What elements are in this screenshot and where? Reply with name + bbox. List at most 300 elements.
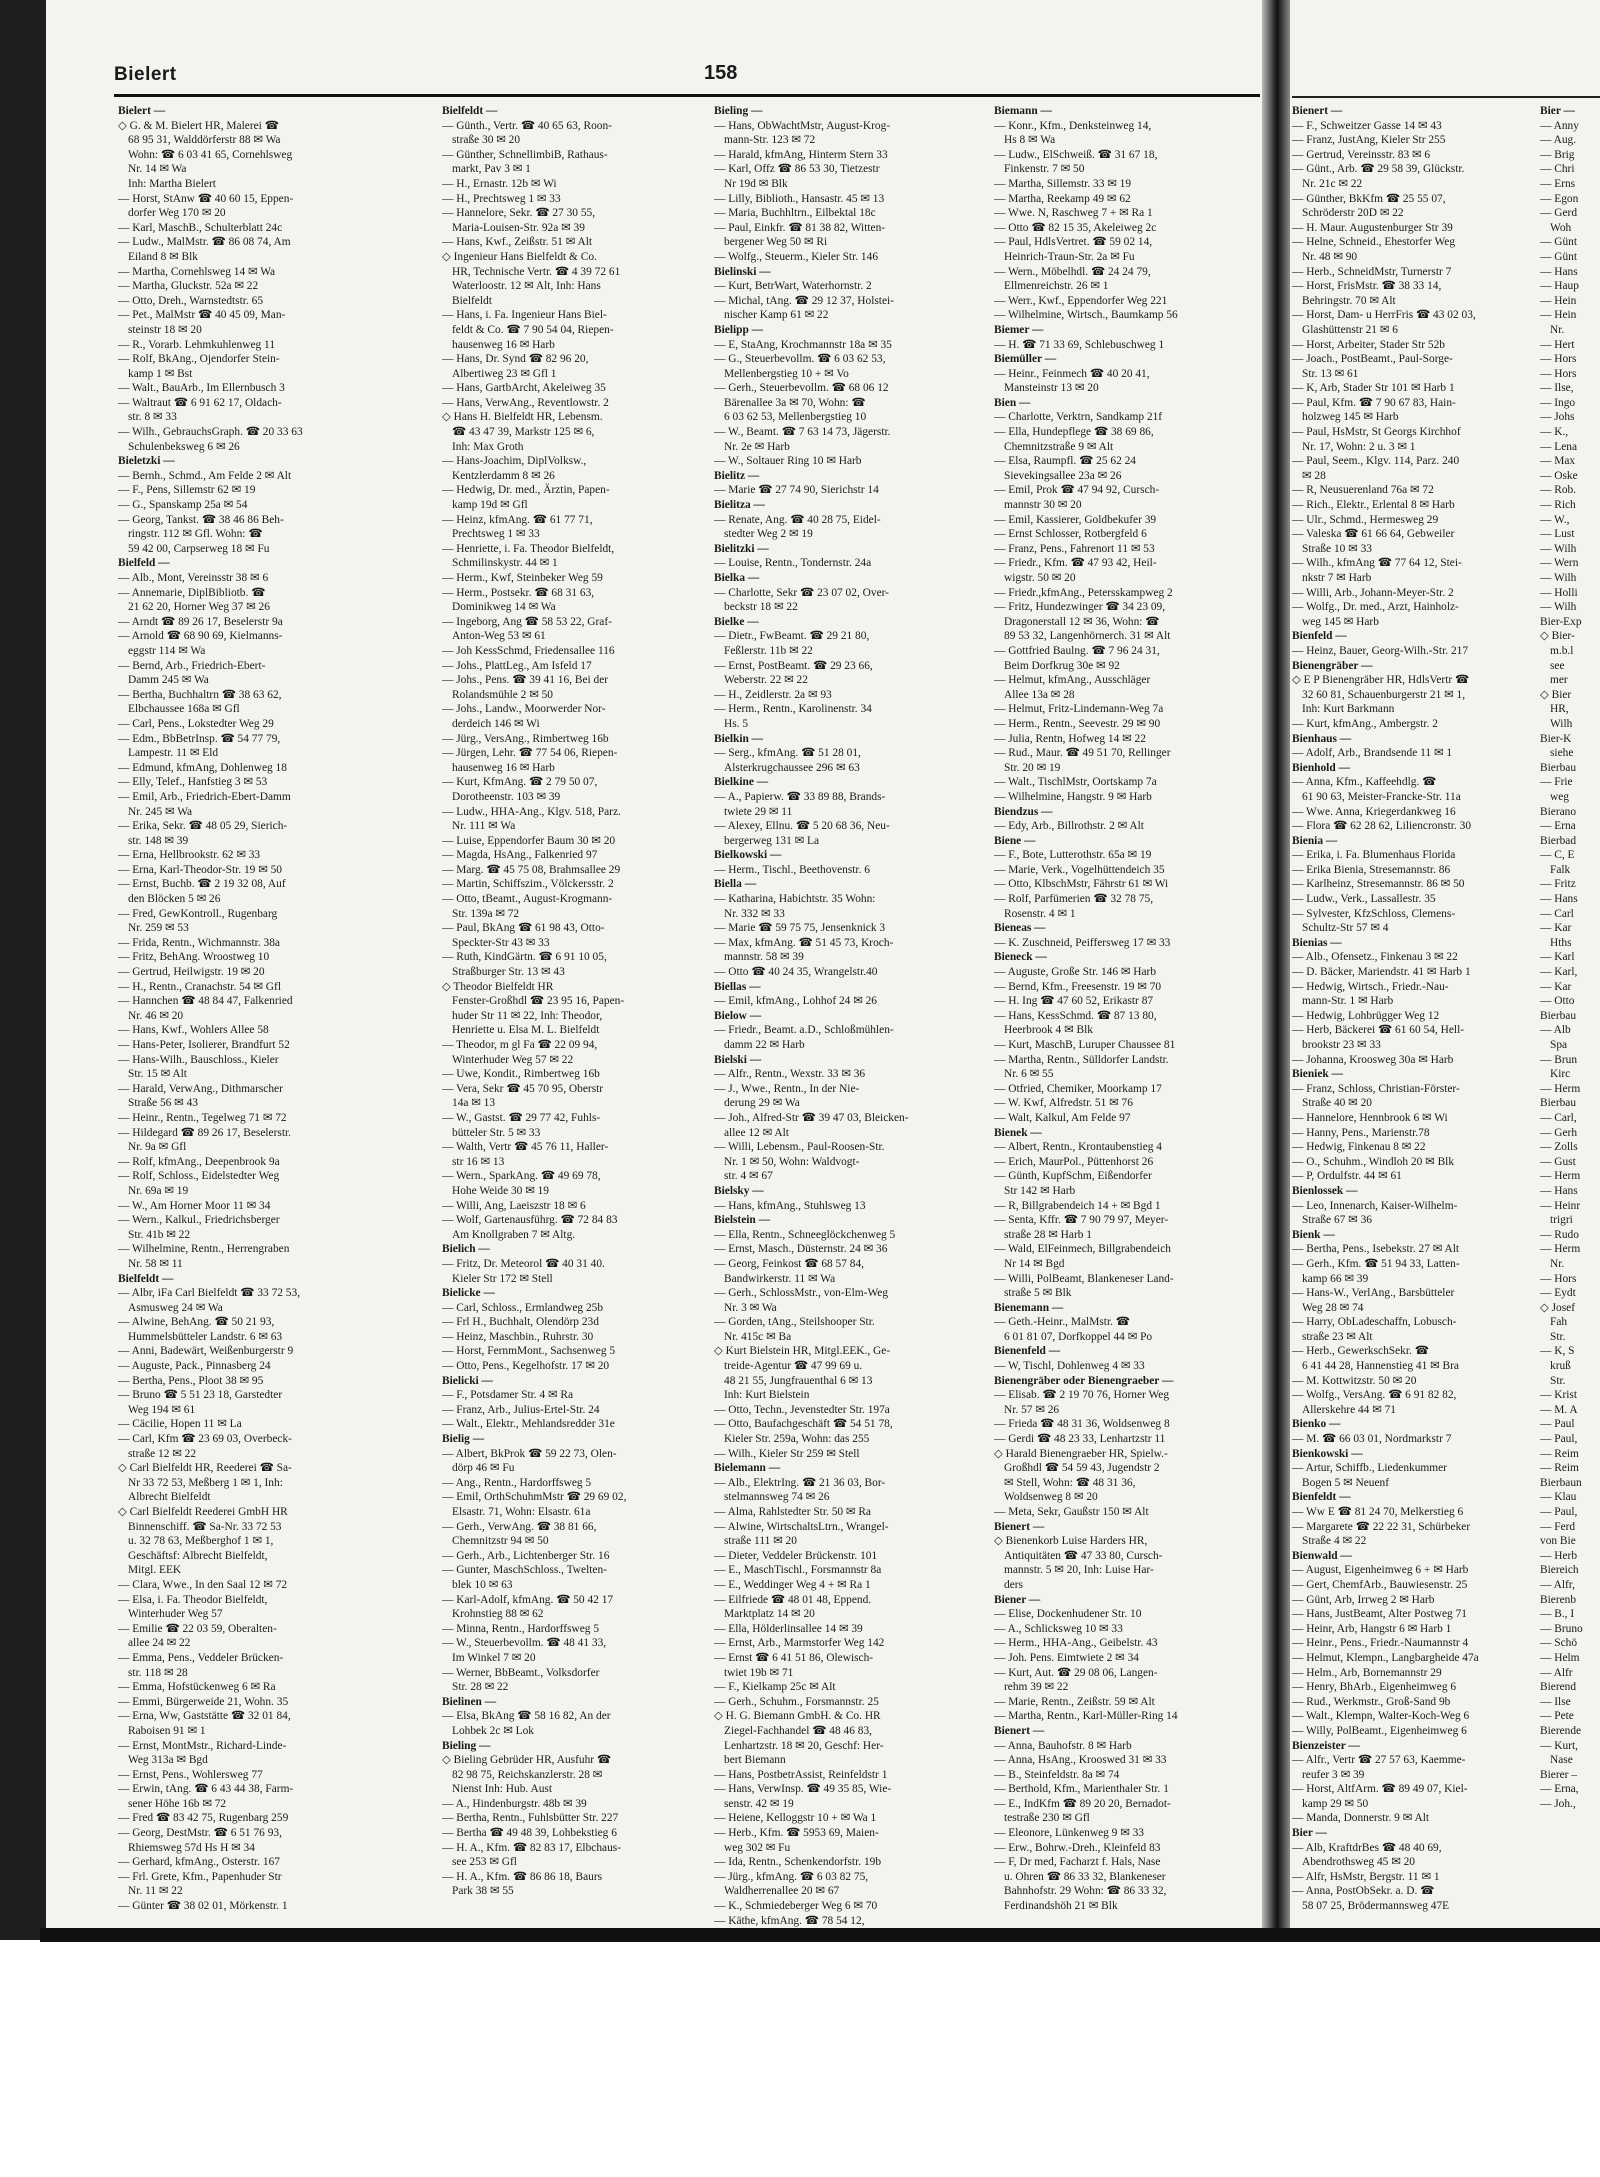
directory-entry: — W., Steuerbevollm. ☎ 48 41 33,: [442, 1637, 607, 1650]
directory-entry: — Fritz, Dr. Meteorol ☎ 40 31 40.: [442, 1257, 605, 1270]
directory-entry: — Wilh., kfmAng ☎ 77 64 12, Stei-: [1292, 557, 1462, 570]
entry-continuation: Damm 245 ✉ Wa: [128, 674, 209, 687]
entry-continuation: Allerskehre 44 ✉ 71: [1302, 1403, 1397, 1416]
surname-heading: Bienemann —: [994, 1301, 1064, 1314]
directory-entry: — K., Schmiedeberger Weg 6 ✉ 70: [714, 1900, 878, 1913]
directory-entry: — Charlotte, Verktrn, Sandkamp 21f: [994, 411, 1163, 424]
entry-continuation: allee 24 ✉ 22: [128, 1637, 191, 1650]
directory-entry: — Wilhelmine, Hangstr. 9 ✉ Harb: [994, 790, 1152, 803]
directory-column-2: [442, 104, 700, 1899]
directory-entry: — Alb: [1540, 1024, 1571, 1037]
directory-entry: — Fritz: [1540, 878, 1576, 891]
directory-entry: — Holli: [1540, 586, 1578, 599]
directory-entry: — Hors: [1540, 353, 1577, 366]
directory-entry: — Ulr., Schmd., Hermesweg 29: [1292, 513, 1439, 526]
directory-entry: — Wald, ElFeinmech, Billgrabendeich: [994, 1243, 1171, 1256]
directory-entry: — Eleonore, Lünkenweg 9 ✉ 33: [994, 1827, 1144, 1840]
directory-entry: — Ernst, Buchb. ☎ 2 19 32 08, Auf: [118, 878, 286, 891]
directory-entry: — Hannchen ☎ 48 84 47, Falkenried: [118, 995, 293, 1008]
entry-continuation: Abendrothsweg 45 ✉ 20: [1302, 1856, 1415, 1869]
surname-heading: Bierenb: [1540, 1593, 1577, 1606]
directory-entry: — Hedwig, Wirtsch., Friedr.-Nau-: [1292, 980, 1449, 993]
directory-entry: — Paul, Einkfr. ☎ 81 38 82, Witten-: [714, 221, 886, 234]
entry-continuation: Krohnstieg 88 ✉ 62: [452, 1608, 544, 1621]
directory-entry: — Elisab. ☎ 2 19 70 76, Horner Weg: [994, 1389, 1170, 1402]
directory-entry: — Reim: [1540, 1462, 1579, 1475]
directory-entry: — Herm: [1540, 1082, 1581, 1095]
directory-entry: — Erna: [1540, 820, 1576, 833]
directory-entry: — Frie: [1540, 776, 1573, 789]
directory-entry: — H. Ing ☎ 47 60 52, Erikastr 87: [994, 995, 1154, 1008]
directory-entry: — Berthold, Kfm., Marienthaler Str. 1: [994, 1783, 1169, 1796]
directory-entry: — B., I: [1540, 1608, 1575, 1621]
entry-continuation: Glashüttenstr 21 ✉ 6: [1302, 323, 1398, 336]
entry-continuation: Chemnitzstr 94 ✉ 50: [452, 1535, 549, 1548]
surname-heading: Bieneck —: [994, 951, 1047, 964]
directory-entry: — Fred ☎ 83 42 75, Rugenbarg 259: [118, 1812, 289, 1825]
directory-entry: — Louise, Rentn., Tondernstr. 24a: [714, 557, 872, 570]
directory-entry: — Henry, BhArb., Eigenheimweg 6: [1292, 1681, 1457, 1694]
directory-entry: — Walt., BauArb., Im Ellernbusch 3: [118, 382, 285, 395]
firm-entry: ◇ Kurt Bielstein HR, Mitgl.EEK., Ge-: [714, 1345, 891, 1358]
entry-continuation: Albertiweg 23 ✉ Gfl 1: [452, 367, 557, 380]
firm-entry: ◇ Bienenkorb Luise Harders HR,: [994, 1535, 1148, 1548]
entry-continuation: Ziegel-Fachhandel ☎ 48 46 83,: [724, 1724, 872, 1737]
directory-entry: — O., Schuhm., Windloh 20 ✉ Blk: [1292, 1155, 1455, 1168]
entry-continuation: Schulenbeksweg 6 ✉ 26: [128, 440, 240, 453]
directory-entry: — A., Hindenburgstr. 48b ✉ 39: [442, 1797, 587, 1810]
directory-entry: — Pete: [1540, 1710, 1574, 1723]
directory-entry: — Valeska ☎ 61 66 64, Gebweiler: [1292, 528, 1455, 541]
directory-entry: — Gerh., SchlossMstr., von-Elm-Weg: [714, 1287, 889, 1300]
directory-entry: — Herm: [1540, 1170, 1581, 1183]
entry-continuation: Wilh: [1550, 717, 1573, 730]
entry-continuation: weg: [1550, 790, 1569, 803]
directory-entry: — C, E: [1540, 849, 1575, 862]
entry-continuation: Finkenstr. 7 ✉ 50: [1004, 163, 1085, 176]
surname-heading: Bielert —: [118, 105, 166, 117]
directory-entry: — Heinr., Rentn., Tegelweg 71 ✉ 72: [118, 1111, 287, 1124]
surname-heading: Bielsky —: [714, 1184, 764, 1197]
directory-entry: — Rolf, Parfümerien ☎ 32 78 75,: [994, 893, 1154, 906]
entry-continuation: Spa: [1550, 1039, 1568, 1051]
directory-entry: — Walth, Vertr ☎ 45 76 11, Haller-: [442, 1141, 609, 1154]
directory-entry: — Schö: [1540, 1637, 1578, 1650]
directory-entry: — Leo, Innenarch, Kaiser-Wilhelm-: [1292, 1199, 1458, 1212]
directory-entry: — Hans, Dr. Synd ☎ 82 96 20,: [442, 353, 589, 366]
firm-entry: ◇ G. & M. Bielert HR, Malerei ☎: [118, 119, 279, 132]
directory-entry: — Manda, Donnerstr. 9 ✉ Alt: [1292, 1812, 1430, 1825]
surname-heading: Bienert —: [994, 1724, 1045, 1737]
entry-continuation: Nr 19d ✉ Blk: [724, 177, 788, 190]
directory-entry: — H. A., Kfm. ☎ 86 86 18, Baurs: [442, 1870, 603, 1883]
surname-heading: Bielicke —: [442, 1287, 495, 1300]
directory-entry: — Gust: [1540, 1155, 1576, 1168]
entry-continuation: HR, Technische Vertr. ☎ 4 39 72 61: [452, 265, 621, 278]
surname-heading: Bieling —: [442, 1739, 491, 1752]
directory-entry: — Emil, Kassierer, Goldbekufer 39: [994, 513, 1157, 526]
surname-heading: Bielitzki —: [714, 542, 769, 555]
entry-continuation: straße 12 ✉ 22: [128, 1447, 197, 1460]
directory-entry: — Heinz, Bauer, Georg-Wilh.-Str. 217: [1292, 644, 1469, 657]
directory-entry: — Gerh., VerwAng. ☎ 38 81 66,: [442, 1520, 597, 1533]
entry-continuation: Hummelsbütteler Landstr. 6 ✉ 63: [128, 1330, 283, 1343]
directory-entry: — Herm., Rentn., Seevestr. 29 ✉ 90: [994, 717, 1161, 730]
directory-entry: — Kurt, KfmAng. ☎ 2 79 50 07,: [442, 776, 598, 789]
entry-continuation: Rosenstr. 4 ✉ 1: [1004, 907, 1076, 920]
directory-entry: — Horst, Arbeiter, Stader Str 52b: [1292, 338, 1445, 351]
surname-heading: Bielka —: [714, 572, 760, 584]
entry-continuation: mer: [1550, 674, 1568, 687]
surname-heading: Bielke —: [714, 615, 759, 628]
entry-continuation: Hths: [1550, 936, 1572, 949]
entry-continuation: straße 5 ✉ Blk: [1004, 1287, 1072, 1300]
directory-entry: — Wilh: [1540, 572, 1577, 584]
surname-heading: Bierbaun: [1540, 1476, 1582, 1489]
entry-continuation: Behringstr. 70 ✉ Alt: [1302, 294, 1396, 307]
directory-entry: — Oske: [1540, 469, 1578, 482]
directory-entry: — Wilhelmine, Wirtsch., Baumkamp 56: [994, 309, 1178, 322]
directory-entry: — Ludw., ElSchweiß. ☎ 31 67 18,: [994, 148, 1158, 161]
entry-continuation: 89 53 32, Langenhörnerch. 31 ✉ Alt: [1004, 630, 1171, 643]
entry-continuation: Henriette u. Elsa M. L. Bielfeldt: [452, 1024, 600, 1037]
directory-entry: — Hans, GartbArcht, Akeleiweg 35: [442, 382, 606, 395]
directory-entry: — M. ☎ 66 03 01, Nordmarkstr 7: [1292, 1433, 1452, 1446]
directory-entry: — Pet., MalMstr ☎ 40 45 09, Man-: [118, 309, 286, 322]
directory-entry: — Wilh., GebrauchsGraph. ☎ 20 33 63: [118, 426, 303, 439]
book-gutter: [1262, 0, 1290, 1940]
entry-continuation: str. 8 ✉ 33: [128, 411, 177, 424]
directory-entry: — Karl, Offz ☎ 86 53 30, Tietzestr: [714, 163, 880, 176]
entry-continuation: str. 118 ✉ 28: [128, 1666, 188, 1679]
entry-continuation: Weg 313a ✉ Bgd: [128, 1754, 208, 1767]
surname-heading: Bienengräber oder Bienengraeber —: [994, 1374, 1174, 1387]
surname-heading: Biemann —: [994, 105, 1052, 117]
directory-entry: — Arndt ☎ 89 26 17, Beselerstr 9a: [118, 615, 283, 628]
directory-entry: — Herm., Postsekr. ☎ 68 31 63,: [442, 586, 595, 599]
directory-entry: — Bernh., Schmd., Am Felde 2 ✉ Alt: [118, 469, 292, 482]
surname-heading: Biemer —: [994, 323, 1044, 336]
directory-entry: — Günther, SchnellimbiB, Rathaus-: [442, 148, 608, 161]
entry-continuation: HR,: [1550, 703, 1569, 716]
entry-continuation: 61 90 63, Meister-Francke-Str. 11a: [1302, 790, 1461, 803]
entry-continuation: Ferdinandshöh 21 ✉ Blk: [1004, 1900, 1118, 1913]
directory-entry: — Rich., Elektr., Erlental 8 ✉ Harb: [1292, 499, 1455, 512]
directory-entry: — Franz, Arb., Julius-Ertel-Str. 24: [442, 1403, 600, 1416]
directory-entry: — Franz, Schloss, Christian-Förster-: [1292, 1082, 1460, 1095]
directory-entry: — Wwe. N, Raschweg 7 + ✉ Ra 1: [994, 207, 1153, 220]
firm-entry: ◇ Bieling Gebrüder HR, Ausfuhr ☎: [442, 1754, 612, 1767]
directory-entry: — E., IndKfm ☎ 89 20 20, Bernadot-: [994, 1797, 1171, 1810]
directory-entry: — Hedwig, Lohbrügger Weg 12: [1292, 1009, 1440, 1022]
directory-entry: — Carl: [1540, 907, 1574, 920]
surname-heading: Bier —: [1292, 1827, 1327, 1840]
directory-entry: — Marie ☎ 27 74 90, Sierichstr 14: [714, 484, 879, 497]
entry-continuation: Nr. 58 ✉ 11: [128, 1257, 183, 1270]
directory-entry: — Georg, DestMstr. ☎ 6 51 76 93,: [118, 1827, 282, 1840]
directory-entry: — R., Vorarb. Lehmkuhlenweg 11: [118, 338, 276, 351]
directory-entry: — Helm: [1540, 1651, 1580, 1664]
directory-entry: — Otto, Baufachgeschäft ☎ 54 51 78,: [714, 1418, 893, 1431]
directory-entry: — Hedwig, Dr. med., Ärztin, Papen-: [442, 484, 610, 497]
directory-entry: — Günter ☎ 38 02 01, Mörkenstr. 1: [118, 1900, 288, 1913]
directory-entry: — Kar: [1540, 922, 1572, 935]
surname-heading: Biemüller —: [994, 353, 1057, 366]
entry-continuation: Antiquitäten ☎ 47 33 80, Cursch-: [1004, 1549, 1163, 1562]
directory-entry: — Ella, Hölderlinsallee 14 ✉ 39: [714, 1622, 863, 1635]
entry-continuation: Raboisen 91 ✉ 1: [128, 1724, 206, 1737]
entry-continuation: Schultz-Str 57 ✉ 4: [1302, 922, 1389, 935]
entry-continuation: Anton-Weg 53 ✉ 61: [452, 630, 546, 643]
entry-continuation: straße 111 ✉ 20: [724, 1535, 797, 1548]
directory-entry: — F., Potsdamer Str. 4 ✉ Ra: [442, 1389, 574, 1402]
page-number: 158: [704, 62, 738, 84]
entry-continuation: dörp 46 ✉ Fu: [452, 1462, 515, 1475]
entry-continuation: Rhiemsweg 57d Hs H ✉ 34: [128, 1841, 255, 1854]
entry-continuation: Str. 41b ✉ 22: [128, 1228, 191, 1241]
directory-entry: — Georg, Feinkost ☎ 68 57 84,: [714, 1257, 865, 1270]
entry-continuation: Nr. 3 ✉ Wa: [724, 1301, 777, 1314]
directory-entry: — Emil, Prok ☎ 47 94 92, Cursch-: [994, 484, 1160, 497]
entry-continuation: damm 22 ✉ Harb: [724, 1039, 805, 1051]
directory-entry: — Fritz, BehAng. Wroostweg 10: [118, 951, 270, 964]
entry-continuation: straße 28 ✉ Harb 1: [1004, 1228, 1092, 1241]
entry-continuation: Beim Dorfkrug 30e ✉ 92: [1004, 659, 1120, 672]
entry-continuation: Nr. 9a ✉ Gfl: [128, 1141, 187, 1154]
directory-entry: — Alma, Rahlstedter Str. 50 ✉ Ra: [714, 1506, 871, 1518]
entry-continuation: Nr.: [1550, 1257, 1565, 1270]
directory-entry: — Hans-Joachim, DiplVolksw.,: [442, 455, 587, 468]
entry-continuation: straße 30 ✉ 20: [452, 134, 521, 147]
entry-continuation: 21 62 20, Horner Weg 37 ✉ 26: [128, 601, 270, 614]
entry-continuation: reufer 3 ✉ 39: [1302, 1768, 1365, 1781]
directory-entry: — Frieda ☎ 48 31 36, Woldsenweg 8: [994, 1418, 1170, 1431]
directory-entry: — Wern., Möbelhdl. ☎ 24 24 79,: [994, 265, 1151, 278]
entry-continuation: holzweg 145 ✉ Harb: [1302, 411, 1399, 424]
directory-entry: — G., Spanskamp 25a ✉ 54: [118, 499, 248, 512]
header-rule: [114, 94, 1260, 97]
directory-entry: — Hans: [1540, 893, 1578, 906]
entry-continuation: eggstr 114 ✉ Wa: [128, 644, 206, 657]
entry-continuation: Str. 20 ✉ 19: [1004, 761, 1061, 774]
entry-continuation: Straße 56 ✉ 43: [128, 1097, 198, 1110]
surname-heading: Bieniek —: [1292, 1068, 1343, 1081]
directory-entry: — Edy, Arb., Billrothstr. 2 ✉ Alt: [994, 820, 1144, 833]
directory-entry: — J., Wwe., Rentn., In der Nie-: [714, 1082, 860, 1095]
directory-entry: — Karlheinz, Stresemannstr. 86 ✉ 50: [1292, 878, 1465, 891]
surname-heading: Bier —: [1540, 105, 1575, 117]
scan-bottom-edge: [40, 1928, 1600, 1942]
entry-continuation: Elsastr. 71, Wohn: Elsastr. 61a: [452, 1506, 591, 1518]
entry-continuation: Dragonerstall 12 ✉ 36, Wohn: ☎: [1004, 615, 1160, 628]
directory-entry: — Herb: [1540, 1549, 1578, 1562]
entry-continuation: Inh: Max Groth: [452, 440, 524, 453]
surname-heading: Bielitza —: [714, 499, 765, 512]
entry-continuation: Nr. 17, Wohn: 2 u. 3 ✉ 1: [1302, 440, 1416, 453]
right-page-header-rule: [1292, 96, 1600, 98]
surname-heading: Bier-K: [1540, 732, 1572, 745]
directory-entry: — Theodor, m gl Fa ☎ 22 09 94,: [442, 1039, 598, 1051]
directory-entry: — Gerh., Steuerbevollm. ☎ 68 06 12: [714, 382, 889, 395]
directory-entry: — Günth, KupfSchm, Eißendorfer: [994, 1170, 1152, 1183]
directory-entry: — Otto, Techn., Jevenstedter Str. 197a: [714, 1403, 890, 1416]
directory-entry: — Heinr, Arb, Hangstr 6 ✉ Harb 1: [1292, 1622, 1452, 1635]
directory-entry: — Anna, Kfm., Kaffeehdlg. ☎: [1292, 776, 1437, 789]
entry-continuation: Inh: Kurt Barkmann: [1302, 703, 1395, 716]
directory-entry: — Alfr., Rentn., Wexstr. 33 ✉ 36: [714, 1068, 866, 1081]
entry-continuation: trigri: [1550, 1214, 1573, 1227]
entry-continuation: str. 148 ✉ 39: [128, 834, 189, 847]
directory-entry: — Kurt, MaschB, Luruper Chaussee 81: [994, 1039, 1176, 1051]
directory-entry: — H. A., Kfm. ☎ 82 83 17, Elbchaus-: [442, 1841, 622, 1854]
directory-entry: — Alb., Mont, Vereinsstr 38 ✉ 6: [118, 572, 269, 584]
entry-continuation: Nr 14 ✉ Bgd: [1004, 1257, 1065, 1270]
directory-entry: — Hans, i. Fa. Ingenieur Hans Biel-: [442, 309, 607, 322]
directory-entry: — Hans: [1540, 1184, 1578, 1197]
directory-entry: — Alwine, BehAng. ☎ 50 21 93,: [118, 1316, 275, 1329]
directory-entry: — Erich, MaurPol., Püttenhorst 26: [994, 1155, 1154, 1168]
entry-continuation: Nr. 46 ✉ 20: [128, 1009, 184, 1022]
directory-entry: — Otto, Dreh., Warnstedtstr. 65: [118, 294, 264, 307]
surname-heading: Bienzeister —: [1292, 1739, 1360, 1752]
entry-continuation: Eiland 8 ✉ Blk: [128, 250, 198, 263]
entry-continuation: Hohe Weide 30 ✉ 19: [452, 1184, 549, 1197]
entry-continuation: Ellmenreichstr. 26 ✉ 1: [1004, 280, 1109, 293]
directory-entry: — K, S: [1540, 1345, 1575, 1358]
directory-entry: — Rolf, BkAng., Ojendorfer Stein-: [118, 353, 280, 366]
surname-heading: Bierbau: [1540, 761, 1577, 774]
entry-continuation: steinstr 18 ✉ 20: [128, 323, 202, 336]
directory-entry: — Johs., Landw., Moorwerder Nor-: [442, 703, 606, 716]
directory-entry: — Harald, kfmAng, Hinterm Stern 33: [714, 148, 888, 161]
directory-entry: — Bernd, Arb., Friedrich-Ebert-: [118, 659, 266, 672]
directory-entry: — B., Steinfeldstr. 8a ✉ 74: [994, 1768, 1120, 1781]
directory-entry: — Bertha, Pens., Isebekstr. 27 ✉ Alt: [1292, 1243, 1460, 1256]
entry-continuation: hausenweg 16 ✉ Harb: [452, 338, 555, 351]
entry-continuation: Lohbek 2c ✉ Lok: [452, 1724, 534, 1737]
entry-continuation: Im Winkel 7 ✉ 20: [452, 1651, 536, 1664]
directory-entry: — Alfr: [1540, 1666, 1573, 1679]
entry-continuation: Bandwirkerstr. 11 ✉ Wa: [724, 1272, 836, 1285]
entry-continuation: u. Ohren ☎ 86 33 32, Blankeneser: [1004, 1870, 1166, 1883]
directory-entry: — W., Gastst. ☎ 29 77 42, Fuhls-: [442, 1111, 601, 1124]
surname-heading: Bienwald —: [1292, 1549, 1352, 1562]
directory-entry: — Lilly, Biblioth., Hansastr. 45 ✉ 13: [714, 192, 885, 205]
directory-entry: — W., Am Horner Moor 11 ✉ 34: [118, 1199, 271, 1212]
surname-heading: Bienko —: [1292, 1418, 1341, 1431]
entry-continuation: Nr. 69a ✉ 19: [128, 1184, 189, 1197]
directory-entry: — Vera, Sekr ☎ 45 70 95, Oberstr: [442, 1082, 604, 1095]
directory-entry: — Otfried, Chemiker, Moorkamp 17: [994, 1082, 1162, 1095]
scan-edge-left: [0, 0, 46, 1940]
directory-entry: — Gorden, tAng., Steilshooper Str.: [714, 1316, 875, 1329]
entry-continuation: Str. 28 ✉ 22: [452, 1681, 509, 1694]
directory-entry: — Werr., Kwf., Eppendorfer Weg 221: [994, 294, 1168, 307]
directory-entry: — Werner, BbBeamt., Volksdorfer: [442, 1666, 600, 1679]
directory-entry: — Wolf, Gartenausführg. ☎ 72 84 83: [442, 1214, 618, 1227]
entry-continuation: Mellenbergstieg 10 + ✉ Vo: [724, 367, 849, 380]
directory-entry: — Lust: [1540, 528, 1575, 541]
entry-continuation: kamp 19d ✉ Gfl: [452, 499, 528, 512]
directory-entry: — Marie ☎ 59 75 75, Jensenknick 3: [714, 922, 886, 935]
directory-entry: — Ernst, MontMstr., Richard-Linde-: [118, 1739, 287, 1752]
surname-heading: Bienenfeld —: [994, 1345, 1061, 1358]
directory-entry: — Serg., kfmAng. ☎ 51 28 01,: [714, 747, 861, 760]
directory-entry: — Gerh., Schuhm., Forsmannstr. 25: [714, 1695, 879, 1708]
directory-entry: — Jürgen, Lehr. ☎ 77 54 06, Riepen-: [442, 747, 618, 760]
entry-continuation: weg 145 ✉ Harb: [1302, 615, 1379, 628]
directory-entry: — Ernst Schlosser, Rotbergfeld 6: [994, 528, 1147, 541]
directory-entry: — Emil, Arb., Friedrich-Ebert-Damm: [118, 790, 291, 803]
entry-continuation: allee 12 ✉ Alt: [724, 1126, 789, 1139]
directory-entry: — R, Neusuerenland 76a ✉ 72: [1292, 484, 1434, 497]
directory-entry: — A., Schlicksweg 10 ✉ 33: [994, 1622, 1123, 1635]
directory-entry: — F., Pens, Sillemstr 62 ✉ 19: [118, 484, 256, 497]
directory-entry: — Hert: [1540, 338, 1575, 351]
entry-continuation: hausenweg 16 ✉ Harb: [452, 761, 555, 774]
entry-continuation: Nienst Inh: Hub. Aust: [452, 1783, 552, 1796]
directory-entry: — Fritz, Hundezwinger ☎ 34 23 09,: [994, 601, 1166, 614]
entry-continuation: ☎ 43 47 39, Markstr 125 ✉ 6,: [452, 426, 595, 439]
directory-entry: — Walt., Klempn, Walter-Koch-Weg 6: [1292, 1710, 1470, 1723]
entry-continuation: feldt & Co. ☎ 7 90 54 04, Riepen-: [452, 323, 614, 336]
entry-continuation: Waldherrenallee 20 ✉ 67: [724, 1885, 840, 1898]
entry-continuation: Nr. 415c ✉ Ba: [724, 1330, 792, 1343]
directory-entry: — R, Billgrabendeich 14 + ✉ Bgd 1: [994, 1199, 1161, 1212]
directory-entry: — Paul: [1540, 1418, 1575, 1431]
directory-entry: — Ilse: [1540, 1695, 1571, 1708]
directory-entry: — Heinr., Feinmech ☎ 40 20 41,: [994, 367, 1150, 380]
directory-entry: — H. ☎ 71 33 69, Schlebuschweg 1: [994, 338, 1165, 351]
directory-entry: — Johanna, Kroosweg 30a ✉ Harb: [1292, 1053, 1454, 1066]
surname-heading: Bienek —: [994, 1126, 1042, 1139]
directory-entry: — Otto: [1540, 995, 1575, 1008]
entry-continuation: Asmusweg 24 ✉ Wa: [128, 1301, 223, 1314]
directory-entry: — Marie, Verk., Vogelhüttendeich 35: [994, 863, 1165, 876]
directory-entry: — Paul, HsMstr, St Georgs Kirchhof: [1292, 426, 1461, 439]
entry-continuation: kamp 66 ✉ 39: [1302, 1272, 1369, 1285]
directory-entry: — Alb, KraftdrBes ☎ 48 40 69,: [1292, 1841, 1442, 1854]
directory-entry: — Jürg., VersAng., Rimbertweg 16b: [442, 732, 609, 745]
directory-entry: — Elsa, Raumpfl. ☎ 25 62 24: [994, 455, 1137, 468]
entry-continuation: mannstr. 5 ✉ 20, Inh: Luise Har-: [1004, 1564, 1154, 1577]
surname-heading: Bienkowski —: [1292, 1447, 1363, 1460]
entry-continuation: wigstr. 50 ✉ 20: [1004, 572, 1076, 584]
directory-entry: — Ella, Hundepflege ☎ 38 69 86,: [994, 426, 1154, 439]
directory-entry: — Frl H., Buchhalt, Olendörp 23d: [442, 1316, 599, 1329]
directory-entry: — Wolfg., Steuerm., Kieler Str. 146: [714, 250, 879, 263]
directory-entry: — Carl, Schloss., Ermlandweg 25b: [442, 1301, 604, 1314]
directory-entry: — Clara, Wwe., In den Saal 12 ✉ 72: [118, 1578, 288, 1591]
directory-entry: — Rudo: [1540, 1228, 1579, 1241]
directory-entry: — Maria, Buchhltrn., Eilbektal 18c: [714, 207, 876, 220]
entry-continuation: sener Höhe 16b ✉ 72: [128, 1797, 227, 1810]
surname-heading: Bienengräber —: [1292, 659, 1373, 672]
surname-heading: Biendzus —: [994, 805, 1053, 818]
directory-entry: — Paul, BkAng ☎ 61 98 43, Otto-: [442, 922, 605, 935]
directory-entry: — Emil, OrthSchuhmMstr ☎ 29 69 02,: [442, 1491, 627, 1504]
entry-continuation: Str 142 ✉ Harb: [1004, 1184, 1076, 1197]
entry-continuation: Kieler Str. 259a, Wohn: das 255: [724, 1433, 870, 1446]
firm-entry: ◇ H. G. Biemann GmbH. & Co. HR: [714, 1710, 881, 1723]
entry-continuation: 82 98 75, Reichskanzlerstr. 28 ✉: [452, 1768, 603, 1781]
entry-continuation: straße 23 ✉ Alt: [1302, 1330, 1373, 1343]
directory-entry: — Gerd: [1540, 207, 1578, 220]
directory-entry: — Herm: [1540, 1243, 1581, 1256]
directory-entry: — Gertrud, Heilwigstr. 19 ✉ 20: [118, 966, 265, 979]
directory-entry: — Paul, HdlsVertret. ☎ 59 02 14,: [994, 236, 1153, 249]
directory-entry: — Henriette, i. Fa. Theodor Bielfeldt,: [442, 542, 615, 555]
